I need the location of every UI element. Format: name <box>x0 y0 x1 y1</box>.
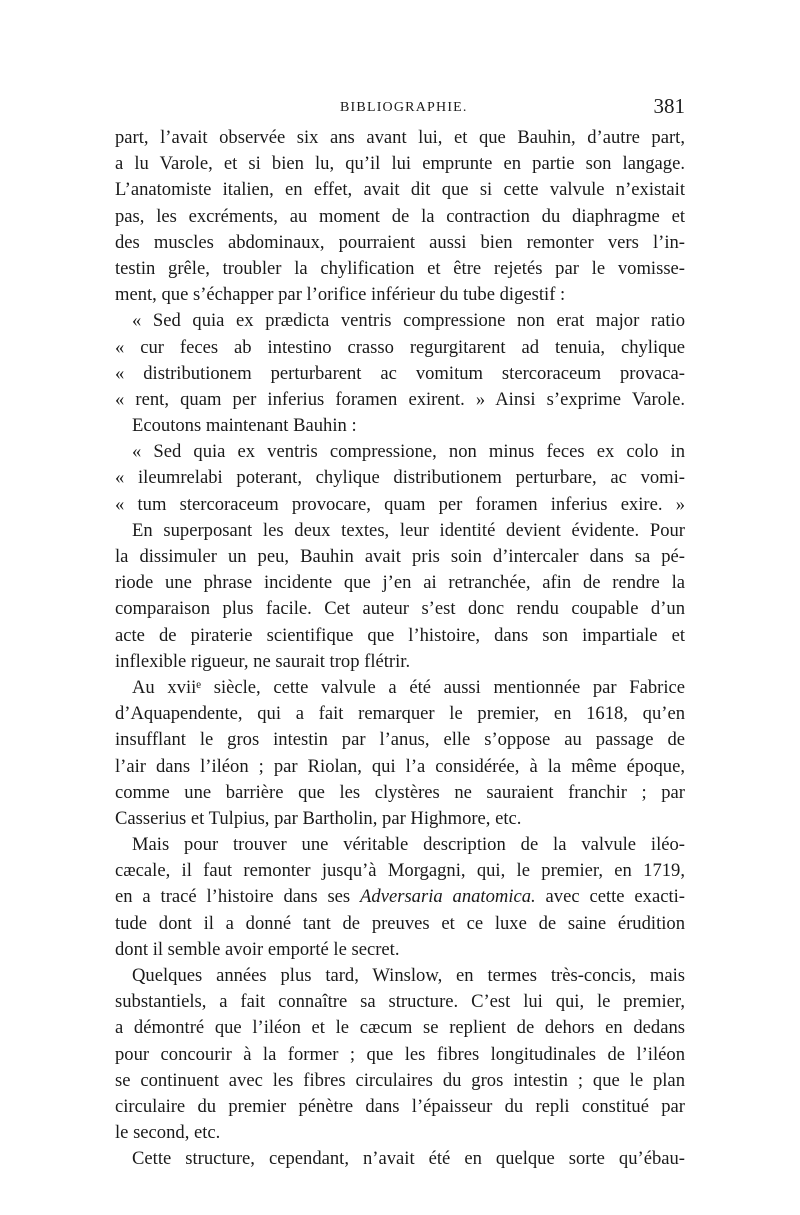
text-line: le second, etc. <box>115 1122 221 1144</box>
text-line-with-title <box>115 884 685 910</box>
page-number: 381 <box>653 94 685 118</box>
running-title: BIBLIOGRAPHIE. <box>340 100 468 115</box>
text-line: Mais pour trouver une véritable description de la valvule iléo- <box>132 834 685 856</box>
quote-line: « ileumrelabi poterant, chylique distributionem perturbare, ac vomi- <box>115 467 685 489</box>
text-fragment: avec cette exacti- <box>535 886 685 908</box>
text-line: acte de piraterie scientifique que l’histoire, dans son impartiale et <box>115 624 685 646</box>
text-line: d’Aquapendente, qui a fait remarquer le premier, en 1618, qu’en <box>115 703 685 725</box>
quote-line: « tum stercoraceum provocare, quam per foramen inferius exire. » <box>115 493 685 515</box>
text-line: l’air dans l’iléon ; par Riolan, qui l’a considérée, à la même époque, <box>115 755 685 777</box>
text-line: cæcale, il faut remonter jusqu’à Morgagni, qui, le premier, en 1719, <box>115 860 685 882</box>
text-line: Quelques années plus tard, Winslow, en termes très-concis, mais <box>132 965 685 986</box>
text-line: a démontré que l’iléon et le cæcum se replient de dehors en dedans <box>115 1017 685 1039</box>
text-line: se continuent avec les fibres circulaires du gros intestin ; que le plan <box>115 1069 685 1091</box>
text-line: riode une phrase incidente que j’en ai retranchée, afin de rendre la <box>115 572 685 594</box>
quote-line: « rent, quam per inferius foramen exirent. » Ainsi s’exprime Varole. <box>115 388 685 410</box>
text-line: L’anatomiste italien, en effet, avait dit que si cette valvule n’existait <box>115 179 685 201</box>
running-head <box>115 94 685 124</box>
text-line: testin grêle, troubler la chylification et être rejetés par le vomisse- <box>115 257 685 279</box>
body-text <box>115 125 685 1173</box>
text-line: la dissimuler un peu, Bauhin avait pris soin d’intercaler dans sa pé- <box>115 546 685 567</box>
text-line: comme une barrière que les clystères ne sauraient franchir ; par <box>115 781 685 803</box>
text-line: Cette structure, cependant, n’avait été en quelque sorte qu’ébau- <box>132 1148 685 1170</box>
text-line: substantiels, a fait connaître sa structure. C’est lui qui, le premier, <box>115 991 685 1013</box>
text-line: pour concourir à la former ; que les fibres longitudinales de l’iléon <box>115 1043 685 1065</box>
quote-line: « Sed quia ex ventris compressione, non minus feces ex colo in <box>132 441 685 463</box>
text-line: pas, les excréments, au moment de la contraction du diaphragme et <box>115 205 685 227</box>
text-line: En superposant les deux textes, leur identité devient évidente. Pour <box>132 519 685 541</box>
text-line: a lu Varole, et si bien lu, qu’il lui emprunte en partie son langage. <box>115 153 685 175</box>
quote-line: « Sed quia ex prædicta ventris compressione non erat major ratio <box>132 310 685 332</box>
book-title: Adversaria anatomica. <box>360 886 536 908</box>
text-line: des muscles abdominaux, pourraient aussi bien remonter vers l’in- <box>115 231 685 253</box>
text-line: Ecoutons maintenant Bauhin : <box>132 415 357 437</box>
text-fragment: en a tracé l’histoire dans ses <box>115 886 351 908</box>
text-line: dont il semble avoir emporté le secret. <box>115 938 400 960</box>
text-line: ment, que s’échapper par l’orifice inférieur du tube digestif : <box>115 284 566 306</box>
text-line: part, l’avait observée six ans avant lui, et que Bauhin, d’autre part, <box>115 127 685 148</box>
quote-line: « cur feces ab intestino crasso regurgitarent ad tenuia, chylique <box>115 336 685 358</box>
text-line: circulaire du premier pénètre dans l’épaisseur du repli constitué par <box>115 1095 685 1117</box>
text-line: Casserius et Tulpius, par Bartholin, par Highmore, etc. <box>115 807 522 829</box>
text-line: tude dont il a donné tant de preuves et ce luxe de saine érudition <box>115 912 685 934</box>
text-line: comparaison plus facile. Cet auteur s’est donc rendu coupable d’un <box>115 598 685 620</box>
quote-line: « distributionem perturbarent ac vomitum stercoraceum provaca- <box>115 362 685 384</box>
text-line: inflexible rigueur, ne saurait trop flétrir. <box>115 650 411 672</box>
text-line: insufflant le gros intestin par l’anus, elle s’oppose au passage de <box>115 729 685 751</box>
text-line: Au xviiᵉ siècle, cette valvule a été aussi mentionnée par Fabrice <box>132 676 685 698</box>
